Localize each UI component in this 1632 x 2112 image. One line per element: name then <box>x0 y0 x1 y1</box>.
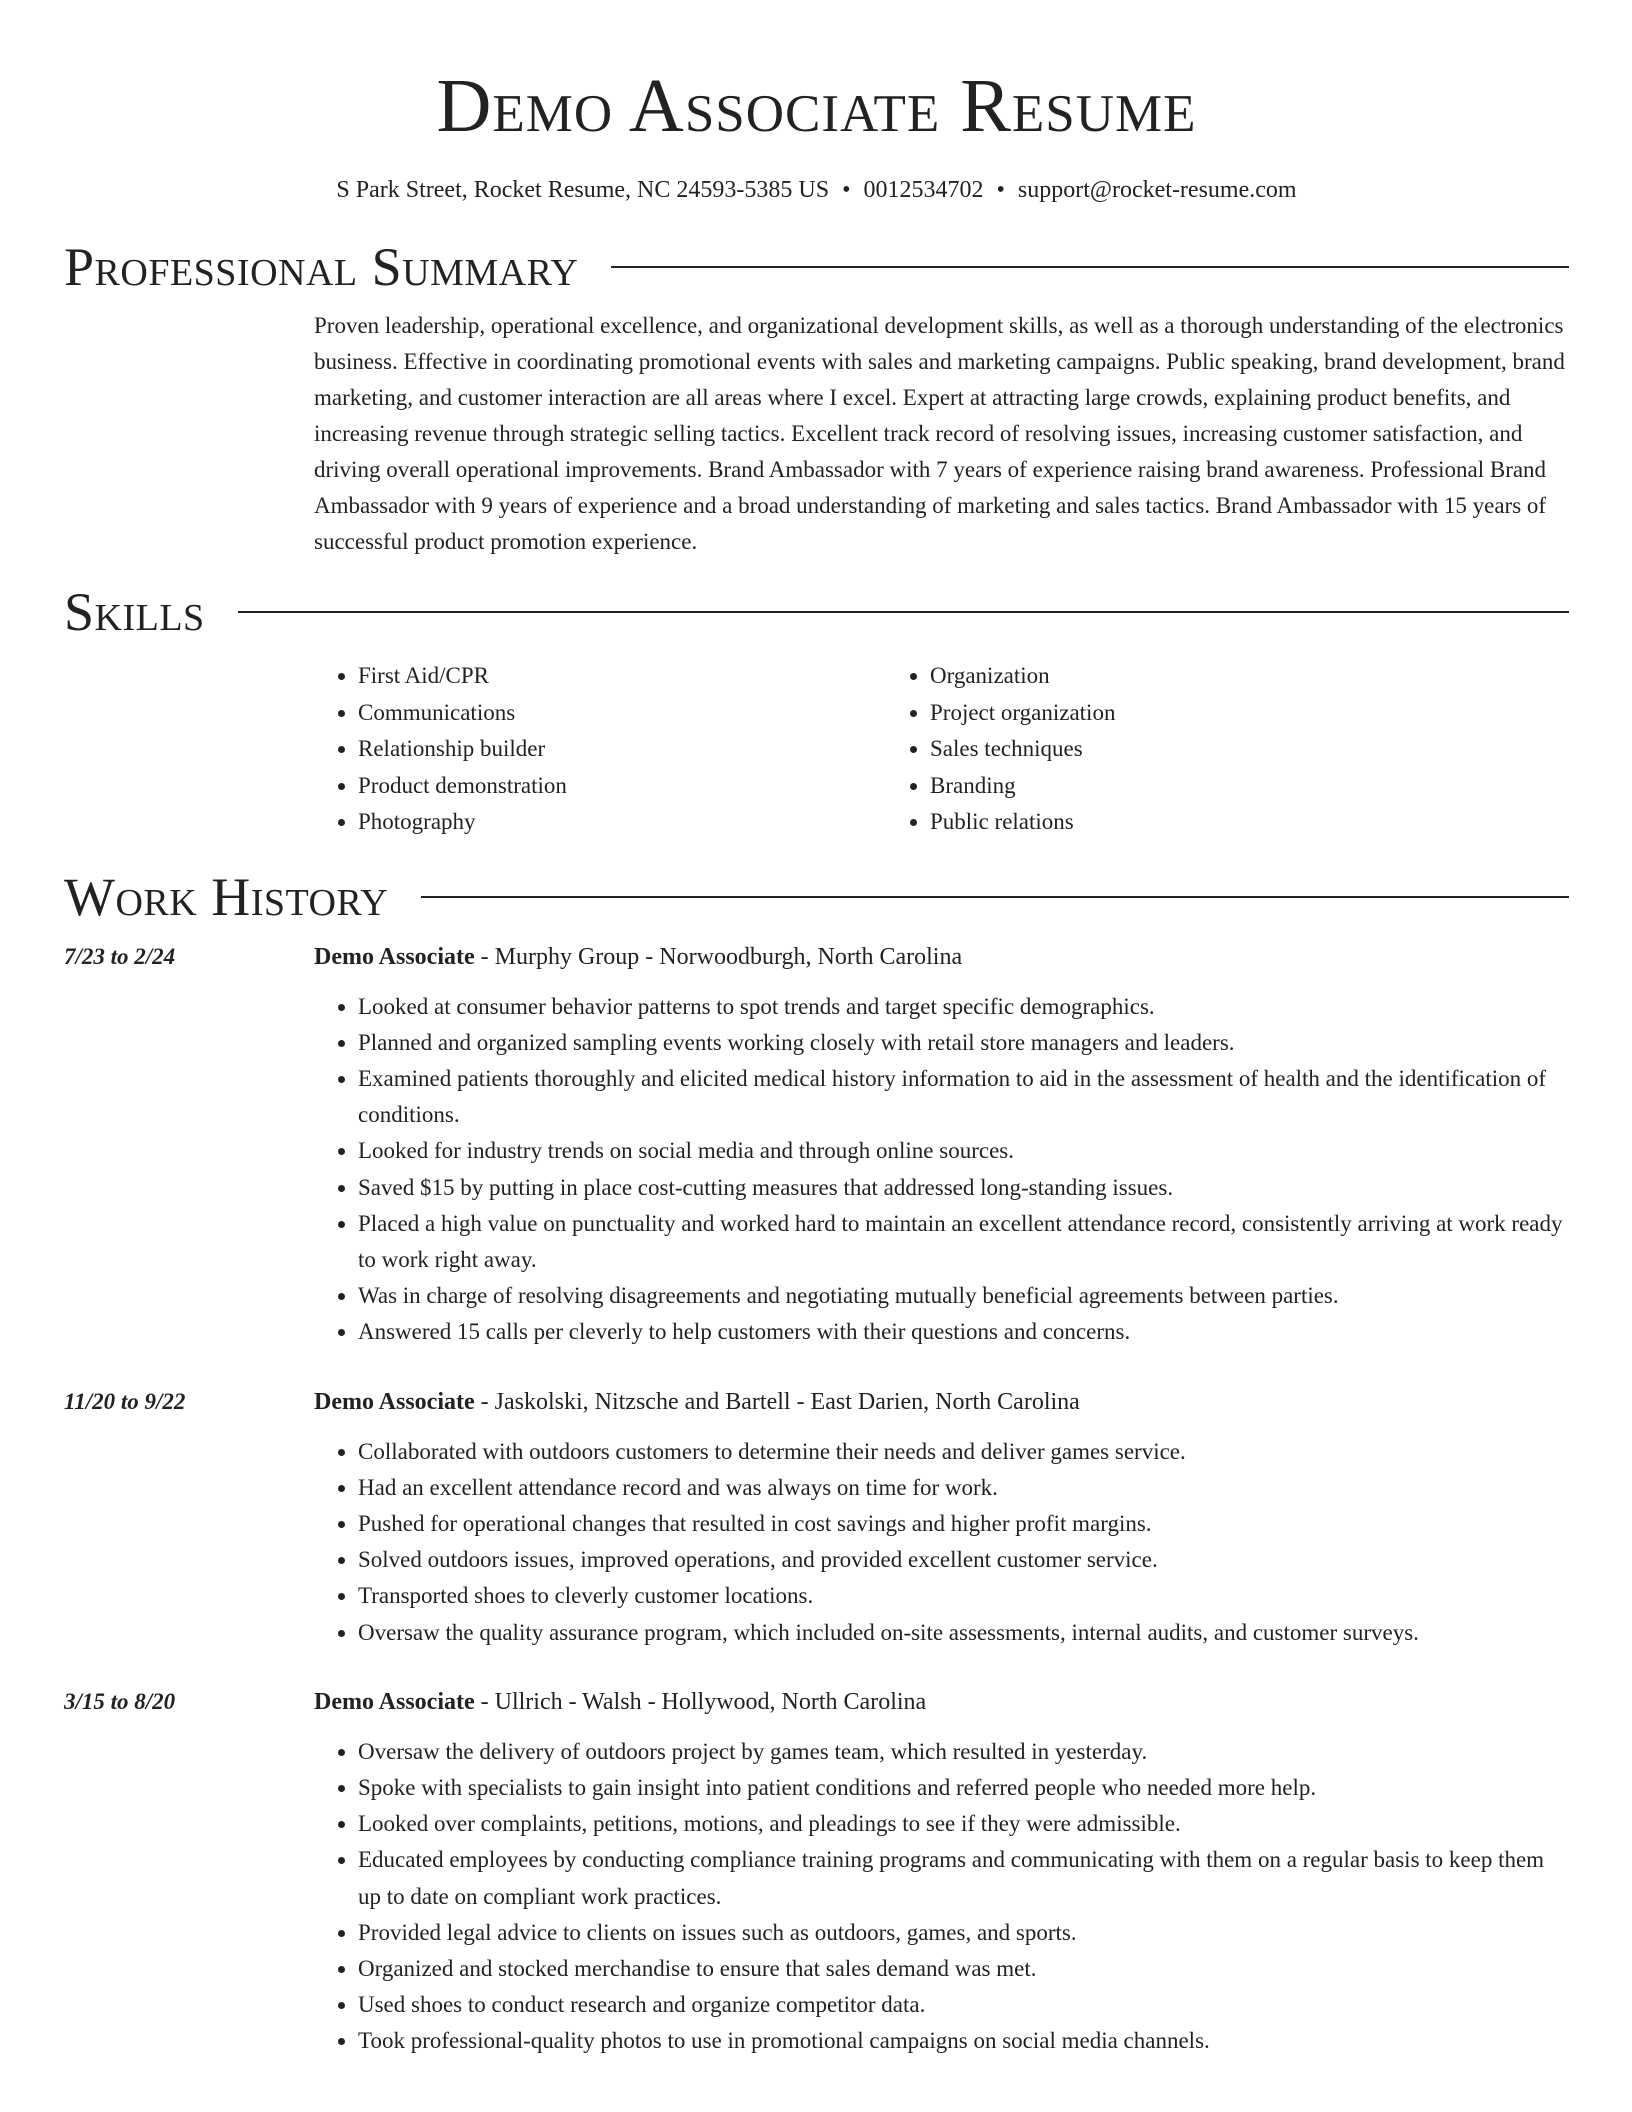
summary-heading: Professional Summary <box>64 237 579 297</box>
job-bullet: • Oversaw the quality assurance program, which included on-site assessments, internal audits, and customer surveys. <box>358 1615 1569 1651</box>
job-bullets <box>314 989 1569 1351</box>
skills-column-left <box>314 658 886 841</box>
job-title: Demo Associate <box>314 1388 475 1415</box>
skills-section-header <box>64 582 1569 642</box>
skill-item: • Project organization <box>930 695 1458 732</box>
job-bullet: • Had an excellent attendance record and was always on time for work. <box>358 1470 1569 1506</box>
job-bullet: • Educated employees by conducting compliance training programs and communicating with them on a regular basis to keep them up to date on compliant work practices. <box>358 1842 1569 1914</box>
summary-text: Proven leadership, operational excellence, and organizational development skills, as well as a thorough understanding of the electronics business. Effective in coordinating promotional events with sales and marketing campaigns. Public speaking, brand development, brand marketing, and customer interaction are all areas where I excel. Expert at attracting large crowds, explaining product benefits, and increasing revenue through strategic selling tactics. Excellent track record of resolving issues, increasing customer satisfaction, and driving overall operational improvements. Brand Ambassador with 7 years of experience raising brand awareness. Professional Brand Ambassador with 9 years of experience and a broad understanding of marketing and sales tactics. Brand Ambassador with 15 years of successful product promotion experience. <box>314 313 1565 554</box>
job-dates: 7/23 to 2/24 <box>64 943 176 969</box>
section-divider <box>611 266 1569 268</box>
skill-item: • Public relations <box>930 804 1458 841</box>
skill-item: • Organization <box>930 658 1458 695</box>
job-entry <box>64 939 1569 1351</box>
contact-email: support@rocket-resume.com <box>1017 177 1297 203</box>
job-bullet: • Saved $15 by putting in place cost-cutting measures that addressed long-standing issues. <box>358 1170 1569 1206</box>
skills-heading: Skills <box>64 582 205 642</box>
job-bullet: • Spoke with specialists to gain insight into patient conditions and referred people who needed more help. <box>358 1770 1569 1806</box>
summary-section-header <box>64 237 1569 297</box>
skill-item: • Relationship builder <box>358 731 886 768</box>
job-entry <box>64 1684 1569 2060</box>
contact-line <box>64 174 1569 206</box>
skill-item: • Product demonstration <box>358 768 886 805</box>
contact-address: S Park Street, Rocket Resume, NC 24593-5385 US <box>336 177 830 203</box>
job-body <box>314 939 1569 1351</box>
section-divider <box>421 896 1569 898</box>
skill-item: • First Aid/CPR <box>358 658 886 695</box>
job-bullet: • Looked for industry trends on social media and through online sources. <box>358 1133 1569 1169</box>
job-bullet: • Looked over complaints, petitions, motions, and pleadings to see if they were admissible. <box>358 1806 1569 1842</box>
job-title-line <box>314 1684 1569 1720</box>
job-bullet: • Organized and stocked merchandise to ensure that sales demand was met. <box>358 1951 1569 1987</box>
summary-body <box>64 308 1569 560</box>
job-bullet: • Looked at consumer behavior patterns to spot trends and target specific demographics. <box>358 989 1569 1025</box>
job-bullet: • Oversaw the delivery of outdoors project by games team, which resulted in yesterday. <box>358 1734 1569 1770</box>
work-heading: Work History <box>64 866 389 927</box>
job-body <box>314 1384 1569 1651</box>
job-dates: 11/20 to 9/22 <box>64 1388 186 1414</box>
job-bullet: • Provided legal advice to clients on issues such as outdoors, games, and sports. <box>358 1915 1569 1951</box>
contact-separator: • <box>996 177 1005 203</box>
work-section-header <box>64 867 1569 927</box>
job-title: Demo Associate <box>314 1688 475 1715</box>
skill-item: • Photography <box>358 804 886 841</box>
job-bullet: • Pushed for operational changes that resulted in cost savings and higher profit margins. <box>358 1506 1569 1542</box>
job-title-line <box>314 1384 1569 1420</box>
job-bullet: • Planned and organized sampling events working closely with retail store managers and leaders. <box>358 1025 1569 1061</box>
job-entry <box>64 1384 1569 1651</box>
job-bullet: • Placed a high value on punctuality and worked hard to maintain an excellent attendance record, consistently arriving at work ready to work right away. <box>358 1206 1569 1278</box>
job-bullet: • Took professional-quality photos to use in promotional campaigns on social media channels. <box>358 2023 1569 2059</box>
job-title: Demo Associate <box>314 943 475 970</box>
job-bullet: • Solved outdoors issues, improved operations, and provided excellent customer service. <box>358 1542 1569 1578</box>
job-employer: - Jaskolski, Nitzsche and Bartell - East Darien, North Carolina <box>474 1388 1080 1415</box>
job-employer: - Murphy Group - Norwoodburgh, North Carolina <box>474 943 963 970</box>
job-bullet: • Transported shoes to cleverly customer locations. <box>358 1578 1569 1614</box>
job-body <box>314 1684 1569 2060</box>
resume-name: Demo Associate Resume <box>436 64 1197 148</box>
skills-column-right <box>886 658 1458 841</box>
contact-separator: • <box>842 177 851 203</box>
job-bullets <box>314 1434 1569 1651</box>
job-dates: 3/15 to 8/20 <box>64 1688 176 1714</box>
skill-item: • Branding <box>930 768 1458 805</box>
job-bullet: • Collaborated with outdoors customers to determine their needs and deliver games service. <box>358 1434 1569 1470</box>
job-title-line <box>314 939 1569 975</box>
skill-item: • Communications <box>358 695 886 732</box>
job-bullet: • Examined patients thoroughly and elicited medical history information to aid in the assessment of health and the identification of conditions. <box>358 1061 1569 1133</box>
job-bullet: • Was in charge of resolving disagreements and negotiating mutually beneficial agreements between parties. <box>358 1278 1569 1314</box>
skill-item: • Sales techniques <box>930 731 1458 768</box>
job-bullet: • Answered 15 calls per cleverly to help customers with their questions and concerns. <box>358 1314 1569 1350</box>
contact-phone: 0012534702 <box>863 177 984 203</box>
skills-list <box>64 658 1569 841</box>
job-bullet: • Used shoes to conduct research and organize competitor data. <box>358 1987 1569 2023</box>
job-employer: - Ullrich - Walsh - Hollywood, North Carolina <box>474 1688 927 1715</box>
job-bullets <box>314 1734 1569 2060</box>
section-divider <box>238 611 1569 613</box>
